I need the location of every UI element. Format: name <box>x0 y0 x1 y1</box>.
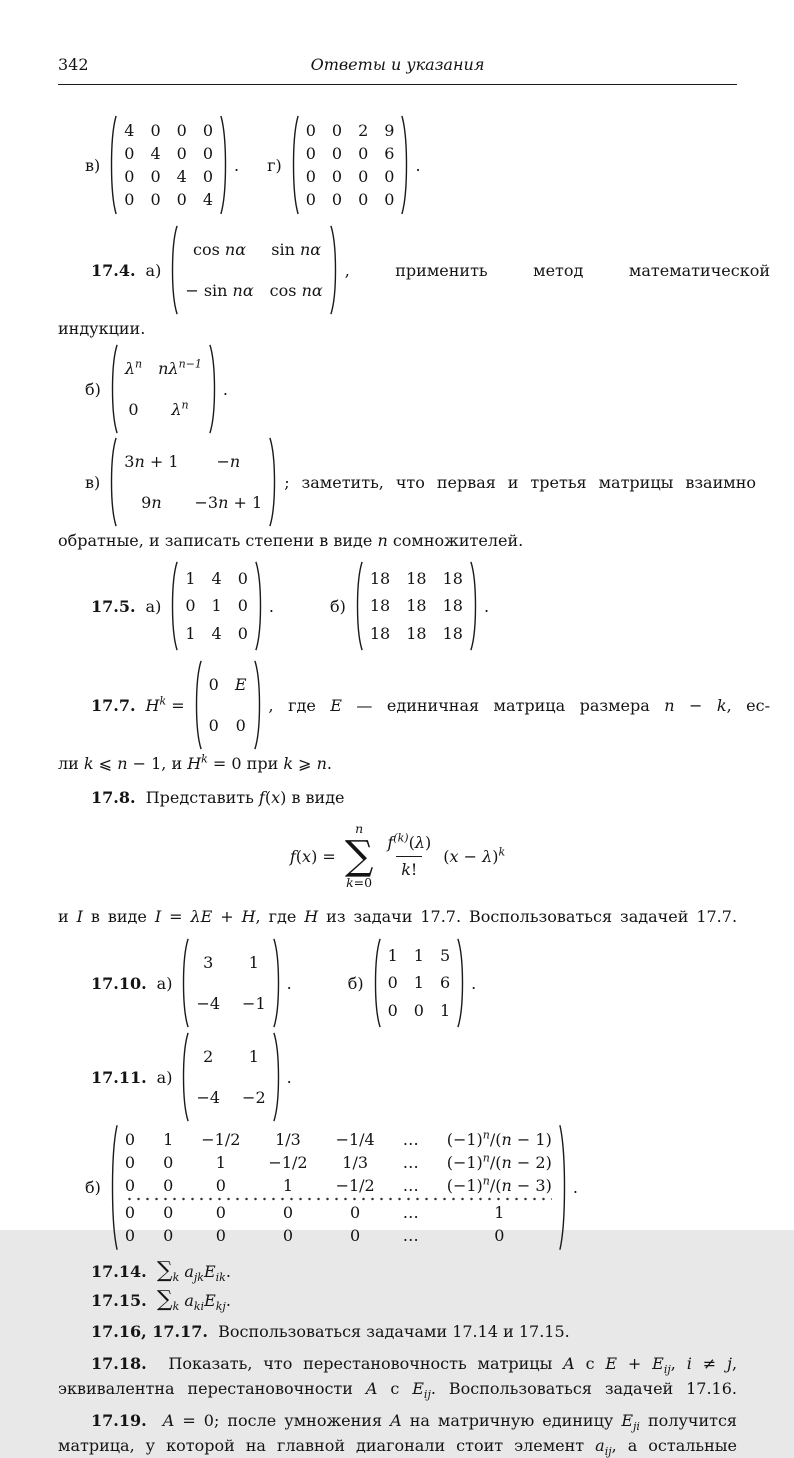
matrix-17-10-a <box>180 938 281 1028</box>
matrix-cell: 2 <box>358 121 369 140</box>
answer-text: , где E — единичная матрица размера n − k, ес- <box>268 695 771 715</box>
matrix-cell: 0 <box>124 1226 136 1245</box>
answer-17-14 <box>58 1259 737 1284</box>
matrix-paren-right-icon <box>254 660 263 750</box>
answer-text: ; заметить, что первая и третья матрицы взаимно <box>284 472 756 492</box>
matrix-grid <box>202 660 254 750</box>
matrix-cell: 0 <box>235 716 246 735</box>
matrix-paren-right-icon <box>401 115 410 215</box>
matrix-cell: 0 <box>150 167 161 186</box>
matrix-cell: 1 <box>185 569 196 589</box>
matrix-cell: 6 <box>384 144 395 163</box>
matrix-grid <box>189 938 272 1028</box>
matrix-paren-left-icon <box>180 938 189 1028</box>
fraction-denominator: k! <box>396 856 422 881</box>
problem-number: 17.15. <box>91 1291 147 1310</box>
answer-17-5 <box>58 561 770 651</box>
matrix-cell: … <box>402 1203 419 1222</box>
matrix-cell: 1 <box>248 953 259 972</box>
matrix-grid <box>117 115 220 215</box>
matrix-cell: E <box>234 675 247 694</box>
matrix-cell: 0 <box>237 623 248 643</box>
matrix-cell: 1/3 <box>275 1130 301 1149</box>
matrix-cell: −1/2 <box>268 1153 308 1172</box>
matrix-cell: 1 <box>211 596 222 616</box>
matrix-cell: 0 <box>237 596 248 616</box>
matrix-cell: −1/2 <box>335 1176 375 1195</box>
matrix-cell: −n <box>216 452 241 471</box>
answer-17-8-tail: и I в виде I = λE + H, где H из задачи 17.7. Воспользоваться задачей 17.7. <box>58 907 738 926</box>
formula-lhs: f(x) = <box>289 846 336 866</box>
item-label-b: б) <box>85 379 101 399</box>
matrix-cell: 0 <box>124 1130 136 1149</box>
matrix-17-10-b <box>372 938 467 1028</box>
period: . <box>222 379 228 399</box>
matrix-cell: $n\lambda^{n-1}$ <box>158 357 202 378</box>
answer-17-4-a <box>58 225 770 315</box>
matrix-cell: −3n + 1 <box>194 493 263 512</box>
matrix-cell: 18 <box>406 569 427 589</box>
problem-number: 17.19. <box>91 1411 147 1430</box>
matrix-cell: 0 <box>185 596 196 616</box>
item-label-a: а) <box>145 260 162 280</box>
period: . <box>471 973 477 993</box>
answer-text: $\sum_k$ $a_{ki}E_{kj}$. <box>156 1287 231 1314</box>
item-label-b: б) <box>347 973 364 993</box>
matrix-cell: 1 <box>387 946 398 966</box>
matrix-cell: 0 <box>176 144 187 163</box>
fraction <box>382 832 436 881</box>
matrix-grid <box>363 561 470 651</box>
matrix-cell: −2 <box>242 1088 266 1107</box>
matrix-cell: 0 <box>215 1203 226 1222</box>
matrix-cell: 1 <box>248 1047 259 1066</box>
matrix-paren-left-icon <box>290 115 299 215</box>
matrix-cell: $\lambda^n$ <box>124 357 143 378</box>
matrix-cell: 0 <box>202 167 213 186</box>
matrix-17-4-v <box>108 437 278 527</box>
matrix-cell: 0 <box>305 167 316 186</box>
matrix-17-7 <box>193 660 263 750</box>
matrix-17-3-v <box>108 115 229 215</box>
matrix-cell: … <box>402 1176 419 1195</box>
matrix-cell: 0 <box>350 1226 361 1245</box>
matrix-cell: 6 <box>439 973 451 993</box>
matrix-cell: 0 <box>305 144 316 163</box>
matrix-cell: 18 <box>442 569 463 589</box>
matrix-paren-left-icon <box>169 225 178 315</box>
matrix-cell: 0 <box>331 190 343 209</box>
running-title: Ответы и указания <box>310 55 485 74</box>
matrix-cell: 18 <box>442 596 463 616</box>
matrix-cell: 4 <box>150 144 161 163</box>
answer-17-7 <box>58 660 770 750</box>
matrix-cell: 0 <box>331 121 343 140</box>
matrix-grid <box>118 1124 559 1251</box>
answer-17-4-b <box>58 344 756 434</box>
matrix-paren-left-icon <box>169 561 178 651</box>
matrix-cell: −4 <box>196 1088 221 1107</box>
matrix-cell: 0 <box>237 569 248 589</box>
matrix-grid <box>118 344 209 434</box>
problem-number: 17.8. <box>91 788 136 807</box>
period: . <box>234 155 240 175</box>
matrix-cell: 0 <box>350 1203 361 1222</box>
matrix-cell: 0 <box>282 1203 294 1222</box>
matrix-paren-right-icon <box>470 561 479 651</box>
period: . <box>286 1067 292 1087</box>
matrix-17-11-b <box>109 1124 568 1251</box>
matrix-grid <box>189 1032 272 1122</box>
matrix-cell: −4 <box>196 994 221 1013</box>
matrix-cell: $\lambda^n$ <box>171 398 189 419</box>
matrix-cell: 1 <box>413 973 424 993</box>
matrix-cell: 0 <box>124 1176 136 1195</box>
answer-text: Показать, что перестановочность матрицы A с $E + E_{ij}$, i ≠ j, <box>168 1354 738 1377</box>
matrix-cell: 18 <box>406 623 427 643</box>
summation <box>345 822 374 890</box>
matrix-cell: −1/4 <box>335 1130 375 1149</box>
matrix-cell: 0 <box>124 1153 136 1172</box>
problem-number: 17.14. <box>91 1262 147 1281</box>
period: . <box>415 155 421 175</box>
matrix-cell: 0 <box>202 144 213 163</box>
item-label-v: в) <box>85 155 101 175</box>
matrix-paren-right-icon <box>269 437 278 527</box>
matrix-cell: 3n + 1 <box>124 452 179 471</box>
matrix-cell: 0 <box>305 121 316 140</box>
matrix-cell: $(-1)^n/(n - 2)$ <box>446 1151 552 1172</box>
matrix-paren-right-icon <box>273 938 282 1028</box>
matrix-grid <box>178 561 255 651</box>
formula-lhs: $H^k$ = <box>145 694 185 715</box>
matrix-paren-right-icon <box>273 1032 282 1122</box>
matrix-cell: 0 <box>384 190 395 209</box>
item-label-a: а) <box>156 1067 173 1087</box>
matrix-paren-left-icon <box>180 1032 189 1122</box>
matrix-17-11-a <box>180 1032 281 1122</box>
matrix-cell: sin nα <box>271 240 322 259</box>
matrix-cell: 0 <box>358 167 369 186</box>
matrix-cell: $(-1)^n/(n - 3)$ <box>446 1174 552 1195</box>
answer-17-3-vg <box>58 115 756 215</box>
matrix-cell: 4 <box>202 190 213 209</box>
display-formula <box>58 822 737 890</box>
matrix-17-4-a <box>169 225 338 315</box>
matrix-17-5-b <box>354 561 479 651</box>
problem-number: 17.7. <box>91 695 136 715</box>
matrix-cell: 0 <box>124 167 135 186</box>
answer-17-8 <box>58 785 737 810</box>
matrix-cell: 0 <box>387 1000 398 1020</box>
matrix-cell: 4 <box>176 167 187 186</box>
sum-lower-limit: k=0 <box>346 875 373 890</box>
matrix-cell: 0 <box>163 1176 174 1195</box>
matrix-cell: cos nα <box>269 281 323 300</box>
period: . <box>268 596 274 616</box>
matrix-cell: 0 <box>305 190 316 209</box>
matrix-paren-left-icon <box>372 938 381 1028</box>
answer-17-10 <box>58 938 770 1028</box>
matrix-cell: … <box>402 1226 419 1245</box>
item-label-g: г) <box>267 155 282 175</box>
matrix-grid <box>381 938 458 1028</box>
answer-17-7-cont: ли k ⩽ n − 1, и $H^k = 0$ при k ⩾ n. <box>58 752 333 773</box>
matrix-cell: 0 <box>124 1203 136 1222</box>
matrix-paren-left-icon <box>354 561 363 651</box>
matrix-cell: 4 <box>211 569 222 589</box>
matrix-cell: 1 <box>413 946 424 966</box>
matrix-paren-left-icon <box>108 115 117 215</box>
matrix-paren-left-icon <box>108 437 117 527</box>
answer-17-19-line2: матрица, у которой на главной диагонали стоит элемент $a_{ij}$, а остальные <box>58 1436 737 1458</box>
period: . <box>483 596 490 616</box>
matrix-dots-row <box>125 1197 552 1201</box>
matrix-cell: 3 <box>203 953 214 972</box>
matrix-cell: 0 <box>124 144 135 163</box>
matrix-cell: 9n <box>141 493 162 512</box>
matrix-cell: 0 <box>282 1226 294 1245</box>
item-label-a: а) <box>145 596 162 616</box>
matrix-cell: 0 <box>208 716 219 735</box>
formula-rhs: $(x - \lambda)^k$ <box>443 845 506 866</box>
problem-number: 17.4. <box>91 260 136 280</box>
matrix-cell: 0 <box>494 1226 505 1245</box>
matrix-cell: 5 <box>439 946 451 966</box>
matrix-cell: 0 <box>128 400 139 419</box>
matrix-cell: 18 <box>406 596 427 616</box>
problem-number: 17.11. <box>91 1067 147 1087</box>
matrix-cell: 0 <box>331 167 343 186</box>
matrix-cell: −1 <box>242 994 266 1013</box>
matrix-cell: 0 <box>215 1176 226 1195</box>
matrix-cell: 1 <box>215 1153 226 1172</box>
matrix-cell: − sin nα <box>185 281 254 300</box>
matrix-cell: $(-1)^n/(n - 1)$ <box>446 1128 552 1149</box>
matrix-cell: 0 <box>358 190 369 209</box>
matrix-paren-right-icon <box>559 1124 568 1251</box>
matrix-cell: 0 <box>163 1153 174 1172</box>
item-label-b: б) <box>85 1178 101 1197</box>
matrix-17-4-b <box>109 344 218 434</box>
matrix-cell: 1 <box>185 623 196 643</box>
matrix-paren-right-icon <box>209 344 218 434</box>
fraction-numerator: $f^{(k)}(\lambda)$ <box>387 831 432 852</box>
matrix-cell: 1/3 <box>342 1153 369 1172</box>
matrix-cell: −1/2 <box>201 1130 241 1149</box>
matrix-cell: 4 <box>211 623 222 643</box>
answer-text: A = 0; после умножения A на матричную единицу $E_{ji}$ получится <box>162 1411 738 1434</box>
sum-upper-limit: n <box>355 821 364 836</box>
sigma-icon: ∑ <box>344 833 374 879</box>
answer-text: Представить f(x) в виде <box>145 788 345 807</box>
matrix-cell: 0 <box>387 973 398 993</box>
matrix-cell: 0 <box>384 167 395 186</box>
matrix-17-3-g <box>290 115 411 215</box>
problem-number: 17.10. <box>91 973 147 993</box>
matrix-cell: cos nα <box>192 240 246 259</box>
matrix-cell: 1 <box>494 1203 505 1222</box>
matrix-cell: … <box>402 1153 419 1172</box>
matrix-cell: 4 <box>124 121 135 140</box>
answer-17-18-line2: эквивалентна перестановочности A с $E_{ij}$. Воспользоваться задачей 17.16. <box>58 1379 738 1402</box>
matrix-cell: 0 <box>358 144 369 163</box>
matrix-cell: 18 <box>369 569 391 589</box>
matrix-cell: 0 <box>176 121 187 140</box>
answer-17-4-a-cont: индукции. <box>58 319 146 338</box>
matrix-cell: 0 <box>150 190 161 209</box>
matrix-paren-left-icon <box>193 660 202 750</box>
answer-17-11-b <box>58 1124 756 1251</box>
answer-17-19-line1 <box>58 1408 737 1433</box>
matrix-cell: 0 <box>163 1203 174 1222</box>
problem-number: 17.16, 17.17. <box>91 1322 208 1341</box>
matrix-cell: 1 <box>163 1130 174 1149</box>
matrix-cell: 1 <box>282 1176 294 1195</box>
matrix-cell: 0 <box>413 1000 424 1020</box>
answer-17-16-17 <box>58 1319 737 1344</box>
matrix-cell: 0 <box>208 675 219 694</box>
item-label-b: б) <box>329 596 346 616</box>
answer-text: , применить метод математической <box>344 260 770 280</box>
page-number: 342 <box>58 55 89 74</box>
answer-text: Воспользоваться задачами 17.14 и 17.15. <box>218 1322 570 1341</box>
answer-17-18-line1 <box>58 1351 737 1376</box>
matrix-cell: 18 <box>369 623 391 643</box>
matrix-grid <box>178 225 329 315</box>
matrix-cell: 0 <box>124 190 135 209</box>
matrix-paren-left-icon <box>109 1124 118 1251</box>
matrix-paren-left-icon <box>109 344 118 434</box>
problem-number: 17.5. <box>91 596 136 616</box>
answer-text: $\sum_k$ $a_{jk}E_{ik}$. <box>156 1258 231 1285</box>
matrix-cell: 2 <box>203 1047 214 1066</box>
page-header <box>58 52 737 77</box>
answer-17-15 <box>58 1288 737 1313</box>
matrix-17-5-a <box>169 561 264 651</box>
matrix-cell: 0 <box>163 1226 174 1245</box>
matrix-paren-right-icon <box>330 225 339 315</box>
answer-17-4-v-cont: обратные, и записать степени в виде n сомножителей. <box>58 531 524 550</box>
matrix-cell: 18 <box>369 596 391 616</box>
matrix-grid <box>117 437 269 527</box>
matrix-grid <box>299 115 402 215</box>
matrix-cell: 1 <box>439 1000 451 1020</box>
problem-number: 17.18. <box>91 1354 147 1373</box>
matrix-cell: 0 <box>176 190 187 209</box>
matrix-cell: 0 <box>202 121 213 140</box>
matrix-paren-right-icon <box>255 561 264 651</box>
matrix-cell: 0 <box>150 121 161 140</box>
period: . <box>572 1178 578 1197</box>
matrix-paren-right-icon <box>220 115 229 215</box>
matrix-cell: 0 <box>215 1226 226 1245</box>
header-rule <box>58 84 737 85</box>
period: . <box>286 973 292 993</box>
answer-17-11-a <box>58 1032 770 1122</box>
matrix-cell: … <box>402 1130 419 1149</box>
item-label-v: в) <box>85 472 101 492</box>
answer-17-4-v <box>58 437 756 527</box>
matrix-cell: 0 <box>331 144 343 163</box>
matrix-cell: 9 <box>384 121 395 140</box>
matrix-paren-right-icon <box>457 938 466 1028</box>
matrix-cell: 18 <box>442 623 463 643</box>
item-label-a: а) <box>156 973 173 993</box>
